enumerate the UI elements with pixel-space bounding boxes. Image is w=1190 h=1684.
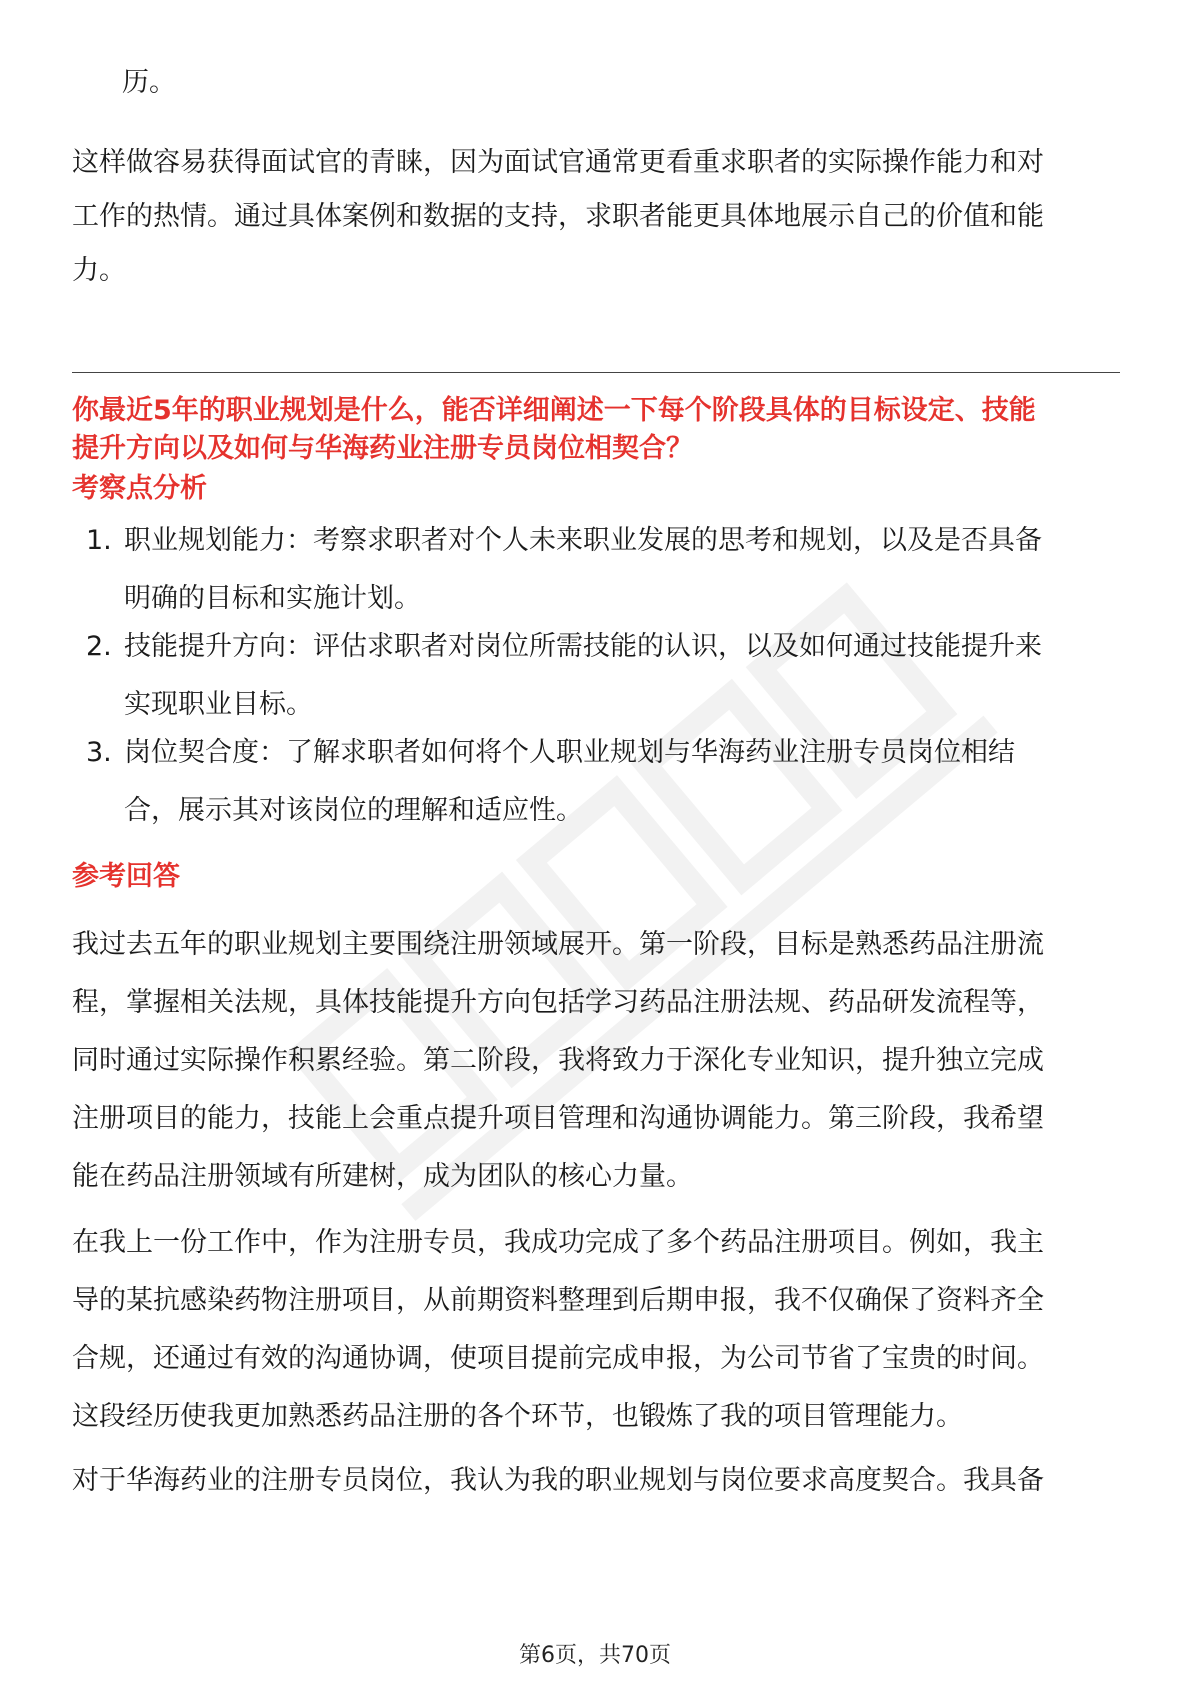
paragraph-line: 工作的热情。通过具体案例和数据的支持，求职者能更具体地展示自己的价值和能	[72, 201, 1044, 232]
paragraph-line: 程，掌握相关法规，具体技能提升方向包括学习药品注册法规、药品研发流程等，	[72, 987, 1044, 1018]
question-line: 提升方向以及如何与华海药业注册专员岗位相契合？	[72, 433, 693, 464]
previous-paragraph-tail: 历。	[122, 67, 176, 98]
list-text	[124, 618, 1084, 734]
list-text-line: 实现职业目标。	[124, 689, 313, 720]
paragraph-line: 我过去五年的职业规划主要围绕注册领域展开。第一阶段，目标是熟悉药品注册流	[72, 929, 1044, 960]
paragraph-line: 这样做容易获得面试官的青睐，因为面试官通常更看重求职者的实际操作能力和对	[72, 147, 1044, 178]
answer-paragraph	[72, 916, 1120, 1206]
paragraph-line: 合规，还通过有效的沟通协调，使项目提前完成申报，为公司节省了宝贵的时间。	[72, 1343, 1044, 1374]
list-text-line: 职业规划能力：考察求职者对个人未来职业发展的思考和规划，以及是否具备	[124, 525, 1042, 556]
paragraph-line: 导的某抗感染药物注册项目，从前期资料整理到后期申报，我不仅确保了资料齐全	[72, 1285, 1044, 1316]
list-number: 3.	[86, 737, 112, 768]
list-text-line: 合，展示其对该岗位的理解和适应性。	[124, 795, 583, 826]
paragraph-line: 同时通过实际操作积累经验。第二阶段，我将致力于深化专业知识，提升独立完成	[72, 1045, 1044, 1076]
list-number: 2.	[86, 631, 112, 662]
interview-question	[72, 392, 1132, 468]
answer-heading: 参考回答	[72, 861, 180, 892]
list-text-line: 技能提升方向：评估求职者对岗位所需技能的认识，以及如何通过技能提升来	[124, 631, 1042, 662]
list-text-line: 岗位契合度：了解求职者如何将个人职业规划与华海药业注册专员岗位相结	[124, 737, 1015, 768]
answer-paragraph	[72, 1214, 1120, 1446]
list-text	[124, 724, 1084, 840]
section-divider	[72, 372, 1120, 373]
answer-paragraph: 对于华海药业的注册专员岗位，我认为我的职业规划与岗位要求高度契合。我具备	[72, 1465, 1044, 1496]
list-number: 1.	[86, 525, 112, 556]
analysis-heading: 考察点分析	[72, 473, 207, 504]
paragraph-line: 力。	[72, 255, 126, 286]
paragraph-line: 这段经历使我更加熟悉药品注册的各个环节，也锻炼了我的项目管理能力。	[72, 1401, 963, 1432]
paragraph-line: 在我上一份工作中，作为注册专员，我成功完成了多个药品注册项目。例如，我主	[72, 1227, 1044, 1258]
list-text-line: 明确的目标和实施计划。	[124, 583, 421, 614]
page-footer: 第6页，共70页	[519, 1643, 671, 1668]
question-line: 你最近5年的职业规划是什么，能否详细阐述一下每个阶段具体的目标设定、技能	[72, 395, 1036, 426]
paragraph-line: 能在药品注册领域有所建树，成为团队的核心力量。	[72, 1161, 693, 1192]
list-text	[124, 512, 1084, 628]
paragraph-line: 注册项目的能力，技能上会重点提升项目管理和沟通协调能力。第三阶段，我希望	[72, 1103, 1044, 1134]
